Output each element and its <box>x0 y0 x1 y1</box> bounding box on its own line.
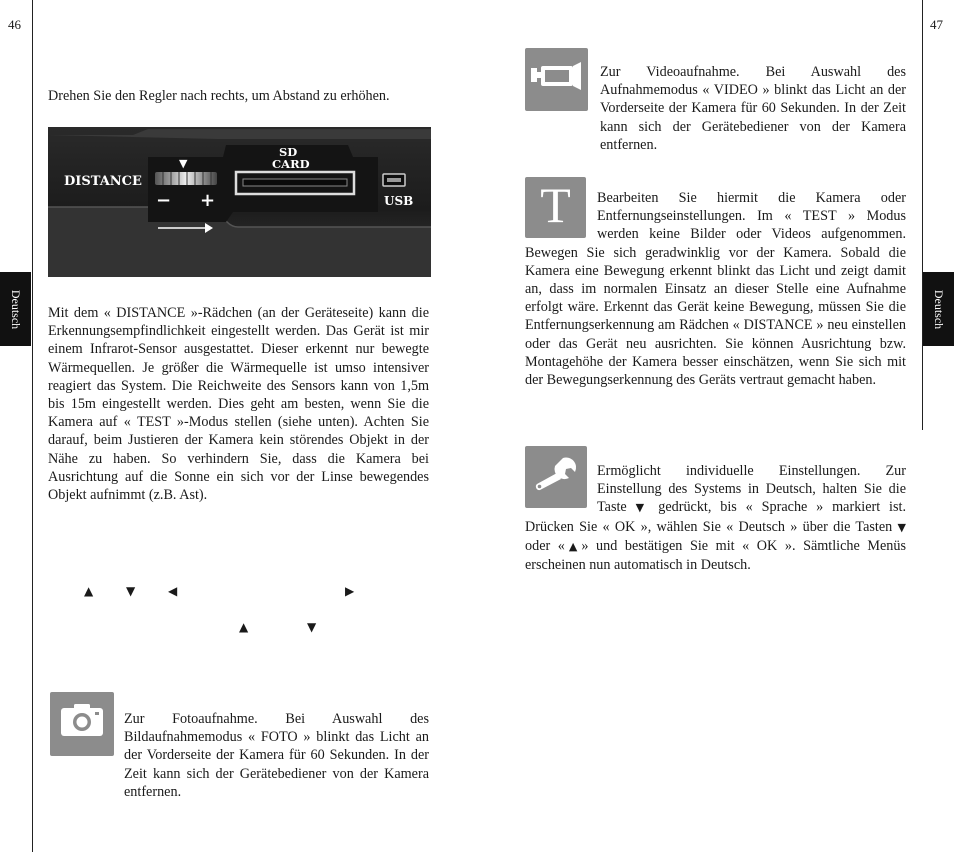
language-tab-label: Deutsch <box>932 289 947 329</box>
card-label: CARD <box>272 157 310 171</box>
up-arrow-icon: ▲ <box>564 539 582 553</box>
photo-mode-icon-box <box>50 692 114 756</box>
down-arrow-icon: ▼ <box>126 584 136 598</box>
minus-label: − <box>156 190 172 211</box>
test-letter-icon: T <box>540 177 571 233</box>
page-number-left: 46 <box>8 17 21 32</box>
setup-text-part-c: oder « <box>525 537 565 554</box>
setup-mode-block <box>525 462 906 574</box>
photo-mode-description: Zur Fotoaufnahme. Bei Auswahl des Bildaufnahmemodus « FOTO » blinkt das Licht an der Vorderseite der Kamera für 60 Sekunden. In der Zeit kann sich der Gerätebediener von der Kamera entfernen. <box>124 711 429 800</box>
setup-icon-spacer <box>525 462 597 516</box>
language-tab-left <box>0 272 31 346</box>
test-mode-description: Bearbeiten Sie hiermit die Kamera oder Entfernungseinstellungen. Im « TEST » Modus werden keine Bilder oder Videos aufgenommen. Bewegen Sie sich geradwinklig vor der Kamera. Sobald die Kamera eine Bewegung erkennt blinkt das Licht und zeigt damit an, dass im normalen Einsatz an dieser Stelle eine Aufnahme erfolgt wäre. Erkennt das Gerät keine Bewegung, müssen Sie die Entfernungserkennung am Rädchen « DISTANCE » neu einstellen oder das Gerät neu ausrichten. Sie können Ausrichtung bzw. Montagehöhe der Kamera besser einschätzen, wenn Sie sich mit der Bewegungserkennung des Geräts vertraut gemacht haben. <box>525 190 906 389</box>
right-arrow-icon: ▶ <box>345 584 355 598</box>
distance-description: Mit dem « DISTANCE »-Rädchen (an der Geräteseite) kann die Erkennungsempfindlichkeit eingestellt werden. Das Gerät ist mir einem Infrarot-Sensor ausgestattet. Dieser erkennt nur bewegte Wärmequellen. Je größer die Wärmequelle ist umso intensiver reagiert das System. Die Reichweite des Sensors kann von 1,5m bis 15m eingestellt werden. Dies geht am besten, wenn Sie die Kamera auf « TEST »-Modus stellen (siehe unten). Achten Sie darauf, beim Justieren der Kamera kein störendes Objekt in der Nähe zu haben. So verhindern Sie, dass die Kamera bei Ausrichtung auf die Sonne ein sich vor der Linse bewegendes Objekt aufnimmt (z.B. Ast). <box>48 305 429 504</box>
up-arrow-icon: ▲ <box>239 620 249 634</box>
camera-icon <box>50 692 114 756</box>
test-mode-block <box>525 189 906 389</box>
setup-text-part-b: gedrückt, bis « Sprache » markiert ist. Drücken Sie « OK », wählen Sie « Deutsch » über die Tasten <box>525 499 906 535</box>
page-number-right: 47 <box>930 17 943 32</box>
right-margin-rule <box>922 0 923 430</box>
wheel-pointer: ▼ <box>179 157 188 170</box>
down-arrow-icon: ▼ <box>307 620 317 634</box>
device-side-panel-illustration <box>48 127 431 277</box>
device-panel-svg <box>48 127 431 277</box>
left-arrow-icon: ◀ <box>168 584 178 598</box>
setup-text-part-a: Ermöglicht individuelle Einstellungen. Zur Einstellung des Systems in Deutsch, halten Sie die Taste <box>597 463 906 516</box>
setup-text-part-d: » und bestätigen Sie mit « OK ». Sämtliche Menüs erscheinen nun automatisch in Deutsch. <box>525 537 906 574</box>
left-margin-rule <box>32 0 33 852</box>
sd-label: SD <box>279 145 298 159</box>
plus-label: + <box>200 190 216 211</box>
intro-text: Drehen Sie den Regler nach rechts, um Abstand zu erhöhen. <box>48 88 390 104</box>
down-arrow-icon: ▼ <box>635 501 650 515</box>
video-camera-icon <box>525 48 588 111</box>
video-mode-description: Zur Videoaufnahme. Bei Auswahl des Aufnahmemodus « VIDEO » blinkt das Licht an der Vorderseite der Kamera für 60 Sekunden. In der Zeit kann sich der Gerätebediener von der Kamera entfernen. <box>600 64 906 153</box>
up-arrow-icon: ▲ <box>84 584 94 598</box>
usb-label: USB <box>384 194 414 208</box>
language-tab-label: Deutsch <box>9 289 24 329</box>
language-tab-right <box>923 272 954 346</box>
down-arrow-icon: ▼ <box>897 520 906 534</box>
test-icon-spacer <box>525 189 597 243</box>
distance-label: DISTANCE <box>64 174 142 189</box>
video-mode-icon-box <box>525 48 588 111</box>
